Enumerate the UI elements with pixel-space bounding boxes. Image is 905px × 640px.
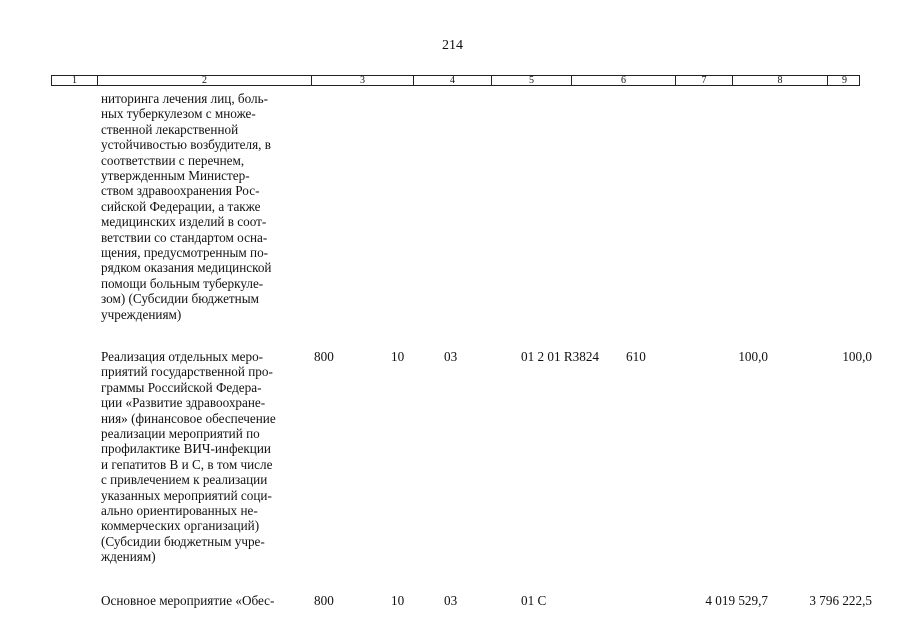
header-col-9: 9 bbox=[827, 76, 861, 85]
header-col-5: 5 bbox=[491, 76, 571, 85]
row-3-col3: 800 bbox=[314, 593, 334, 608]
row-2-col3: 800 bbox=[314, 349, 334, 364]
row-3-col4: 10 bbox=[391, 593, 405, 608]
row-2-col7: 610 bbox=[626, 349, 646, 364]
header-col-6: 6 bbox=[571, 76, 675, 85]
row-2-col4: 10 bbox=[391, 349, 405, 364]
header-col-8: 8 bbox=[732, 76, 827, 85]
row-3-col5: 03 bbox=[444, 593, 458, 608]
header-col-2: 2 bbox=[97, 76, 311, 85]
row-2-col8: 100,0 bbox=[738, 349, 768, 364]
row-2-col9: 100,0 bbox=[842, 349, 872, 364]
row-3-col8: 4 019 529,7 bbox=[705, 593, 768, 608]
table-header-row bbox=[51, 75, 860, 86]
page-number: 214 bbox=[442, 38, 463, 53]
row-1-description: ниторинга лечения лиц, боль- ных туберкулезом с множе- ственной лекарственной устойчивостью возбудителя, в соответствии с перечнем, утвержденным Министер- ством здравоохранения Рос- сийской Федерации, а также медицинских изделий в соот- ветствии со стандартом осна- щения, предусмотренным по- рядком оказания медицинской помощи больным туберкуле- зом) (Субсидии бюджетным учреждениям) bbox=[101, 91, 272, 322]
row-2-col6: 01 2 01 R3824 bbox=[521, 349, 600, 364]
row-3-col9: 3 796 222,5 bbox=[809, 593, 872, 608]
header-col-1: 1 bbox=[72, 75, 77, 86]
header-col-3: 3 bbox=[311, 76, 413, 85]
header-col-7: 7 bbox=[675, 76, 732, 85]
row-2-description: Реализация отдельных меро- приятий государственной про- граммы Российской Федера- ции «Развитие здравоохране- ния» (финансовое обеспечение реализации мероприятий по профилактике ВИЧ-инфекции и гепатитов В и С, в том числе с привлечением к реализации указанных мероприятий соци- ально ориентированных не- коммерческих организаций) (Субсидии бюджетным учре- ждениям) bbox=[101, 349, 276, 565]
row-3-col6: 01 С bbox=[521, 593, 547, 608]
row-2-col5: 03 bbox=[444, 349, 458, 364]
header-col-4: 4 bbox=[413, 76, 491, 85]
row-3-description: Основное мероприятие «Обес- bbox=[101, 593, 275, 608]
